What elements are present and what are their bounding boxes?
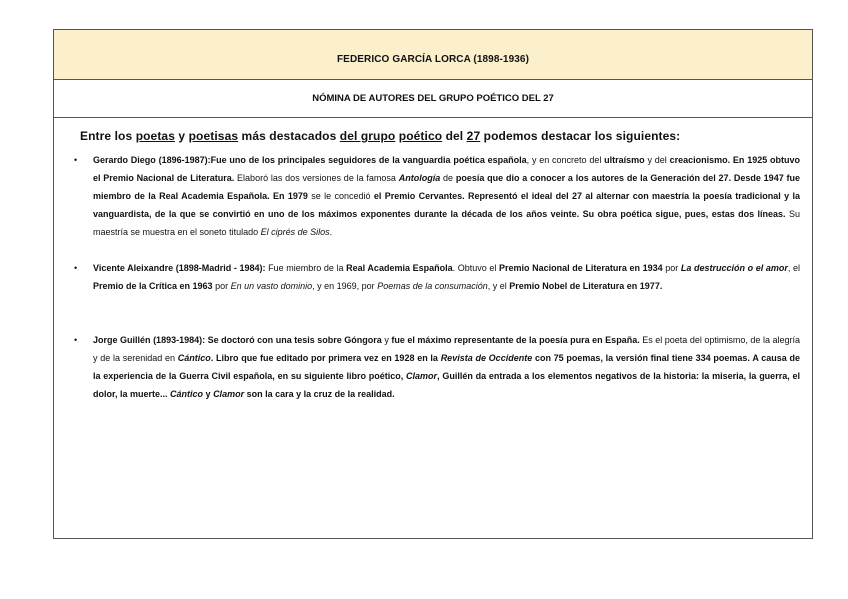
intro-underlined: del grupo xyxy=(339,129,396,143)
intro-paragraph xyxy=(80,129,812,143)
author-text-segment: Premio Nacional de Literatura en 1934 xyxy=(498,263,663,273)
content-cell xyxy=(54,118,812,403)
author-text-segment: y xyxy=(203,389,214,399)
intro-text: del xyxy=(442,129,467,143)
author-text-segment: se le concedió xyxy=(311,191,374,201)
subtitle-row xyxy=(54,80,812,118)
author-text-segment: y del xyxy=(644,155,670,165)
intro-underlined: poético xyxy=(398,129,443,143)
intro-text: Entre los xyxy=(80,129,136,143)
intro-text: y xyxy=(174,129,189,143)
author-text-segment: , y el xyxy=(487,281,510,291)
author-item-jorge-guillen xyxy=(54,331,812,403)
author-text-segment: con 75 poemas, la versión final tiene 334 poemas. A causa de la experiencia de la Guerra Civil española, en su siguiente libro poético, xyxy=(93,353,800,381)
title-row xyxy=(54,30,812,80)
author-item-gerardo-diego xyxy=(54,151,812,241)
author-text-segment: , y en concreto del xyxy=(526,155,605,165)
author-text-segment: El ciprés de Silos xyxy=(260,227,330,237)
author-text-segment: Revista de Occidente xyxy=(440,353,533,363)
author-text-segment: Es el poeta del optimismo, de la alegría y de la serenidad en xyxy=(93,335,800,363)
author-text-segment: En un vasto dominio xyxy=(230,281,313,291)
author-text-segment: el Premio Cervantes. Representó el ideal del 27 al alternar con maestría la poesía tradicional y la vanguardista, de la que se convirtió en uno de los máximos exponentes durante la década de los años veinte. Su obra poética sigue, pues, estas dos líneas. xyxy=(93,191,800,219)
author-text-segment: La destrucción o el amor xyxy=(680,263,788,273)
author-text xyxy=(93,335,800,399)
author-text-segment: Premio Nobel de Literatura en 1977. xyxy=(509,281,663,291)
document-title: FEDERICO GARCÍA LORCA (1898-1936) xyxy=(336,54,530,65)
author-text-segment: Premio de la Crítica en 1963 xyxy=(93,281,213,291)
author-text-segment: , Guillén da entrada a los elementos negativos de la historia: la miseria, la guerra, el dolor, la muerte... xyxy=(93,371,800,399)
author-text-segment: Real Academia Española xyxy=(346,263,453,273)
author-text-segment: son la cara y la cruz de la realidad. xyxy=(244,389,395,399)
author-text-segment: poesía que dio a conocer a los autores de la Generación del 27. Desde 1947 fue miembro de la Real Academia Española. En 1979 xyxy=(93,173,801,201)
author-text-segment: Su maestría se muestra en el soneto titulado xyxy=(93,209,800,237)
author-text xyxy=(93,155,800,237)
author-list xyxy=(54,151,812,403)
author-text-segment: . xyxy=(329,227,333,237)
author-text-segment: creacionismo. En 1925 obtuvo el Premio Nacional de Literatura. xyxy=(93,155,800,183)
intro-underlined: poetas xyxy=(135,129,175,143)
author-text-segment: Poemas de la consumación xyxy=(377,281,488,291)
document-table xyxy=(53,29,813,539)
author-text-segment: . Obtuvo el xyxy=(452,263,499,273)
intro-text: podemos destacar los siguientes: xyxy=(480,129,681,143)
author-text-segment: , y en 1969, por xyxy=(312,281,378,291)
author-text-segment: por xyxy=(662,263,681,273)
intro-text: más destacados xyxy=(238,129,340,143)
author-text xyxy=(93,263,800,291)
intro-underlined: 27 xyxy=(466,129,481,143)
author-text-segment: Jorge Guillén (1893-1984): Se doctoró con una tesis sobre Góngora xyxy=(93,335,382,345)
author-text-segment: Cántico xyxy=(170,389,204,399)
author-text-segment: , el xyxy=(787,263,800,273)
spacer xyxy=(54,241,812,259)
author-text-segment: ultraísmo xyxy=(604,155,645,165)
author-text-segment: Clamor xyxy=(406,371,438,381)
author-text-segment: de xyxy=(440,173,456,183)
spacer xyxy=(54,295,812,331)
author-text-segment: Vicente Aleixandre (1898-Madrid - 1984): xyxy=(93,263,266,273)
author-text-segment: Elaboró las dos versiones de la famosa xyxy=(234,173,399,183)
author-text-segment: Clamor xyxy=(213,389,245,399)
intro-underlined: poetisas xyxy=(188,129,239,143)
bullet-icon: • xyxy=(74,263,78,273)
author-item-vicente-aleixandre xyxy=(54,259,812,295)
bullet-icon: • xyxy=(74,335,78,345)
author-text-segment: Cántico xyxy=(177,353,211,363)
author-text-segment: fue el máximo representante de la poesía pura en España. xyxy=(391,335,640,345)
bullet-icon: • xyxy=(74,155,78,165)
author-text-segment: y xyxy=(381,335,392,345)
author-text-segment: por xyxy=(212,281,231,291)
document-subtitle: NÓMINA DE AUTORES DEL GRUPO POÉTICO DEL 27 xyxy=(312,93,554,104)
author-text-segment: Antología xyxy=(398,173,441,183)
author-text-segment: Gerardo Diego (1896-1987):Fue uno de los principales seguidores de la vanguardia poética española xyxy=(93,155,527,165)
author-text-segment: . Libro que fue editado por primera vez en 1928 en la xyxy=(210,353,441,363)
author-text-segment: Fue miembro de la xyxy=(265,263,347,273)
